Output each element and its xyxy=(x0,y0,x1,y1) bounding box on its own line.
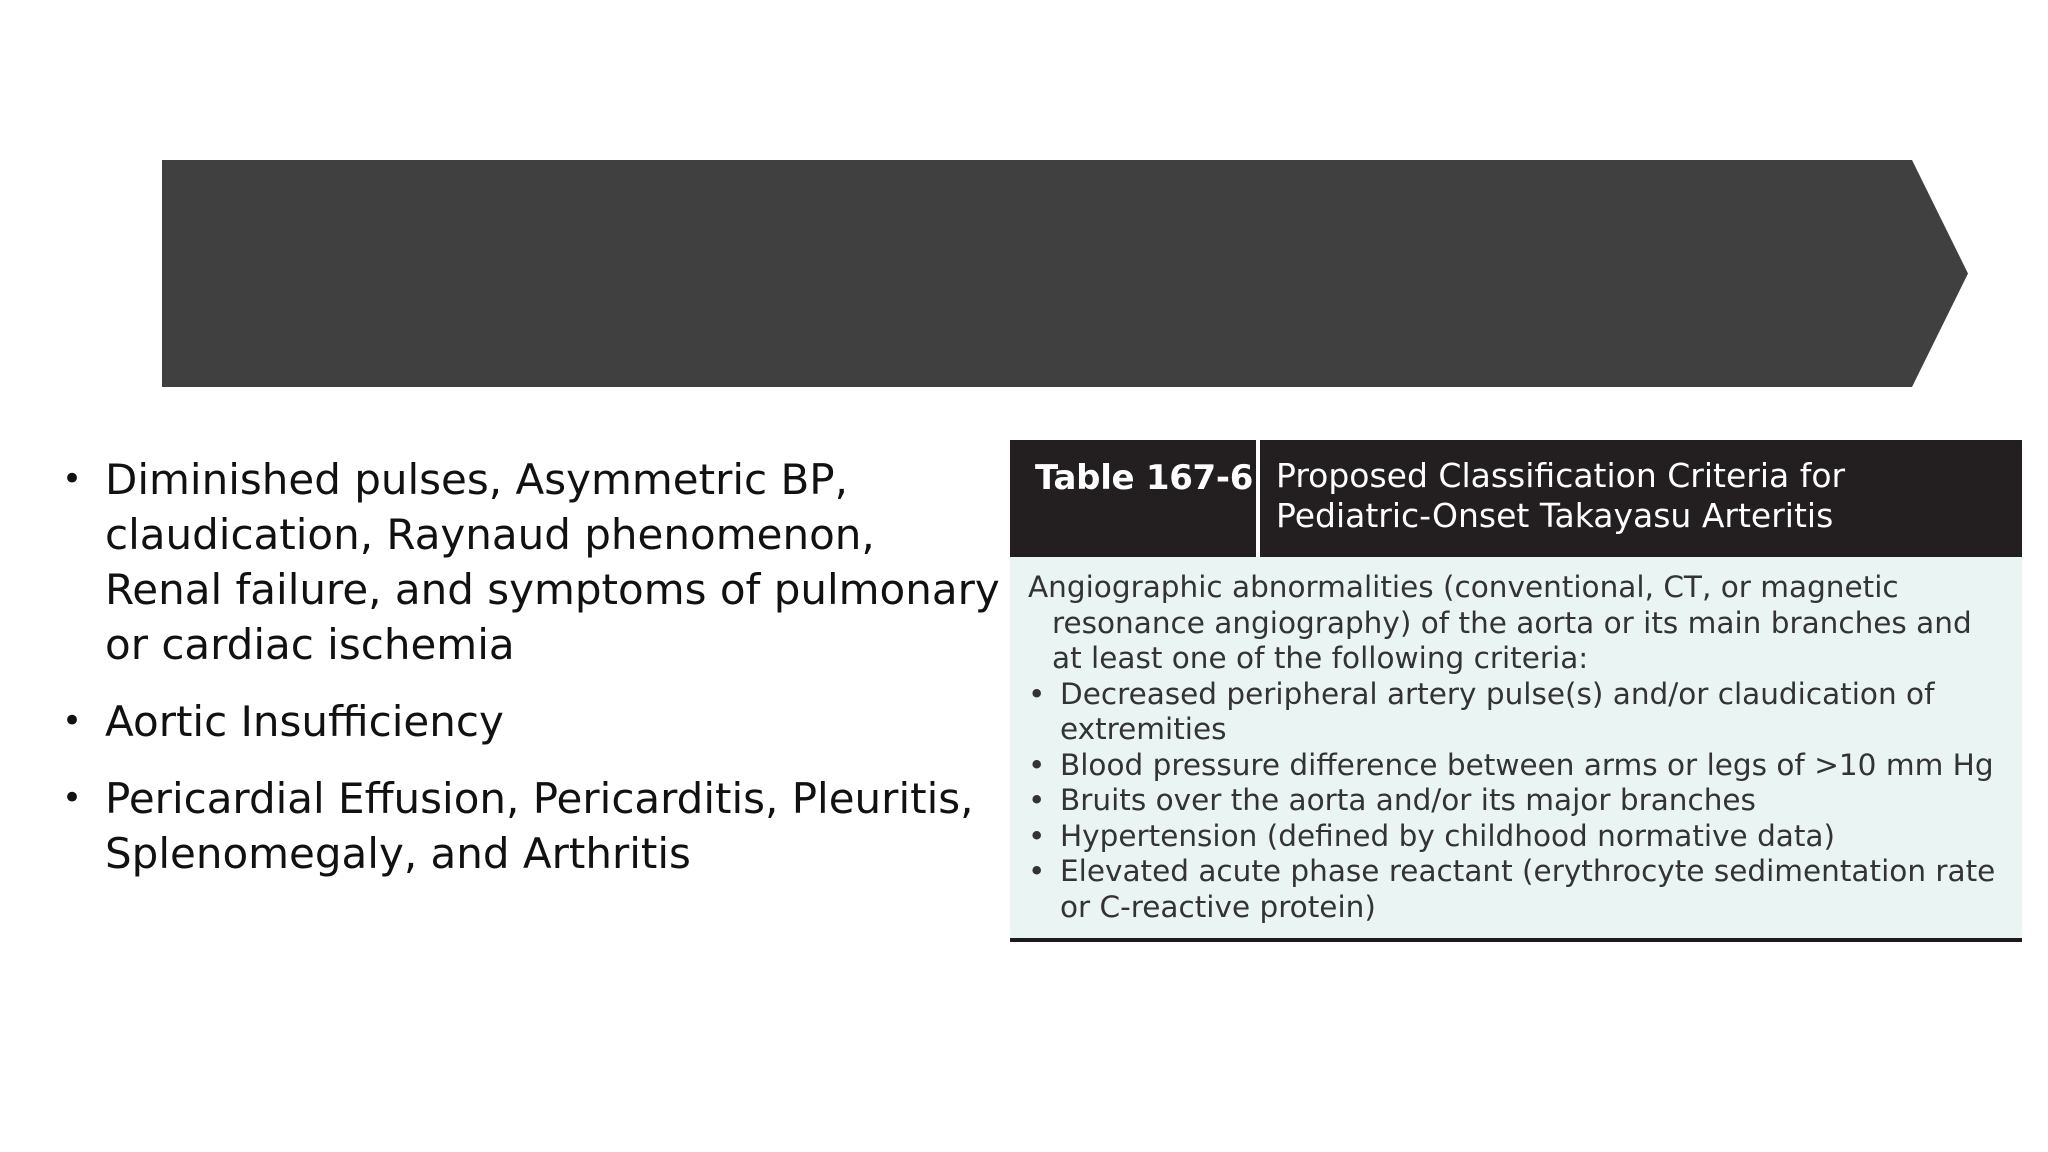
title-banner xyxy=(162,160,1968,387)
bullet-list xyxy=(62,452,1002,903)
bullet-dot-icon: • xyxy=(1028,818,1046,853)
table-title-line: Proposed Classification Criteria for xyxy=(1276,456,1846,495)
criteria-text: Bruits over the aorta and/or its major branches xyxy=(1060,783,1756,817)
criteria-item xyxy=(1028,783,2008,819)
table-title xyxy=(1276,456,2006,536)
table-header xyxy=(1010,440,2022,557)
bullet-text: Pericardial Effusion, Pericarditis, Pleuritis, Splenomegaly, and Arthritis xyxy=(105,774,974,878)
table-title-line: Pediatric-Onset Takayasu Arteritis xyxy=(1276,496,1834,535)
table-image xyxy=(1010,440,2022,942)
criteria-item xyxy=(1028,819,2008,855)
bullet-dot-icon: • xyxy=(1028,783,1046,817)
table-number: Table 167-6 xyxy=(1035,458,1254,498)
criteria-text: Elevated acute phase reactant (erythrocyte sedimentation rate or C-reactive protein) xyxy=(1060,854,1996,924)
bullet-item xyxy=(62,452,1002,672)
criteria-item xyxy=(1028,748,2008,784)
criteria-text: Decreased peripheral artery pulse(s) and/or claudication of extremities xyxy=(1060,676,1935,746)
bullet-dot-icon: • xyxy=(62,701,83,741)
criteria-item xyxy=(1028,854,2008,925)
criteria-text: Hypertension (defined by childhood normative data) xyxy=(1060,818,1836,853)
bullet-dot-icon: • xyxy=(62,459,83,499)
bullet-dot-icon: • xyxy=(1028,854,1046,888)
criteria-item xyxy=(1028,677,2008,748)
table-header-divider xyxy=(1256,440,1260,557)
criteria-list xyxy=(1028,677,2008,926)
bullet-item xyxy=(62,771,1002,881)
bullet-dot-icon: • xyxy=(1028,747,1046,782)
bullet-text: Diminished pulses, Asymmetric BP, claudication, Raynaud phenomenon, Renal failure, and symptoms of pulmonary or cardiac ischemia xyxy=(105,455,1000,669)
bullet-dot-icon: • xyxy=(1028,676,1046,711)
criteria-text: Blood pressure difference between arms or legs of >10 mm Hg xyxy=(1060,747,1994,782)
bullet-text: Aortic Insufficiency xyxy=(105,697,504,746)
table-intro: Angiographic abnormalities (conventional, CT, or magnetic resonance angiography) of the aorta or its main branches and at least one of the following criteria: xyxy=(1028,570,1972,675)
table-body xyxy=(1028,570,2008,925)
bullet-item xyxy=(62,694,1002,749)
bullet-dot-icon: • xyxy=(62,778,83,818)
